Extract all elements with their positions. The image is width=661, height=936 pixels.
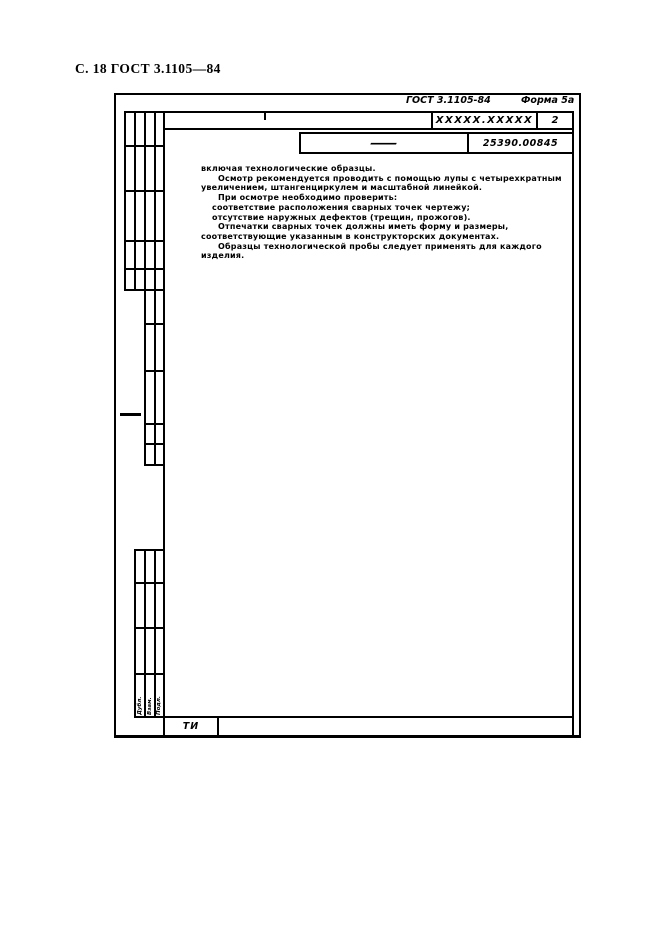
instruction-text-block [201, 164, 571, 261]
service-grid-line [144, 549, 146, 718]
empty-value-dash: — [369, 136, 399, 150]
service-grid-line [124, 145, 165, 147]
header-row2-bottom-line [299, 152, 574, 154]
form-name-label: Форма 5а [521, 95, 575, 106]
service-grid-line [144, 464, 165, 466]
frame-left [114, 93, 116, 737]
text-line: изделия. [201, 251, 245, 261]
frame-top [114, 93, 581, 95]
service-grid-line [144, 443, 165, 445]
frame-bottom [114, 735, 581, 738]
margin-column-label-podl: Подл. [156, 696, 162, 715]
margin-column-label-vzam: Взам. [147, 697, 153, 715]
service-grid-line [154, 549, 156, 718]
service-grid-line [124, 240, 165, 242]
text-line: Образцы технологической пробы следует применять для каждого [218, 241, 542, 251]
service-grid-line [144, 423, 165, 425]
page-heading: С. 18 ГОСТ 3.1105—84 [75, 61, 221, 76]
text-line: Осмотр рекомендуется проводить с помощью лупы с четырехкратным [218, 173, 562, 183]
text-line: отсутствие наружных дефектов (трещин, прожогов). [212, 212, 471, 222]
margin-column-label-dubl: Дубл. [137, 696, 143, 715]
footer-row-divider [217, 716, 219, 736]
standard-reference: ГОСТ 3.1105-84 [406, 95, 491, 106]
text-line: включая технологические образцы. [201, 164, 376, 173]
service-grid-line [124, 268, 165, 270]
text-line: При осмотре необходимо проверить: [218, 193, 398, 203]
text-line: Отпечатки сварных точек должны иметь форму и размеры, [218, 222, 509, 232]
service-grid-line [134, 627, 165, 629]
header-row1-tick [264, 111, 266, 120]
text-line: соответствие расположения сварных точек чертежу; [212, 202, 471, 212]
service-grid-line [134, 549, 165, 551]
doc-type-cell: ТИ [182, 721, 200, 732]
service-grid-line [144, 323, 165, 325]
service-grid-line [134, 111, 136, 291]
service-grid-line [134, 673, 165, 675]
sheet-middle-mark [120, 413, 141, 416]
sheet-number-cell: 2 [551, 114, 559, 126]
text-line: увеличением, штангенциркулем и масштабной линейкой. [201, 183, 483, 193]
doc-code-cell: 25390.00845 [482, 137, 559, 149]
service-grid-line [124, 289, 165, 291]
service-grid-line [134, 582, 165, 584]
service-grid-line [134, 549, 136, 718]
text-line: соответствующие указанным в конструкторских документах. [201, 231, 500, 241]
service-grid-line [124, 111, 126, 291]
content-right-line [572, 111, 574, 736]
service-grid-line [124, 190, 165, 192]
doc-designation-cell: ХХХХХ.ХХХХХ [435, 114, 534, 126]
header-row1-bottom-line [163, 128, 574, 130]
empty-value-cell [301, 134, 467, 152]
frame-right [579, 93, 581, 737]
service-grid-line [144, 370, 165, 372]
